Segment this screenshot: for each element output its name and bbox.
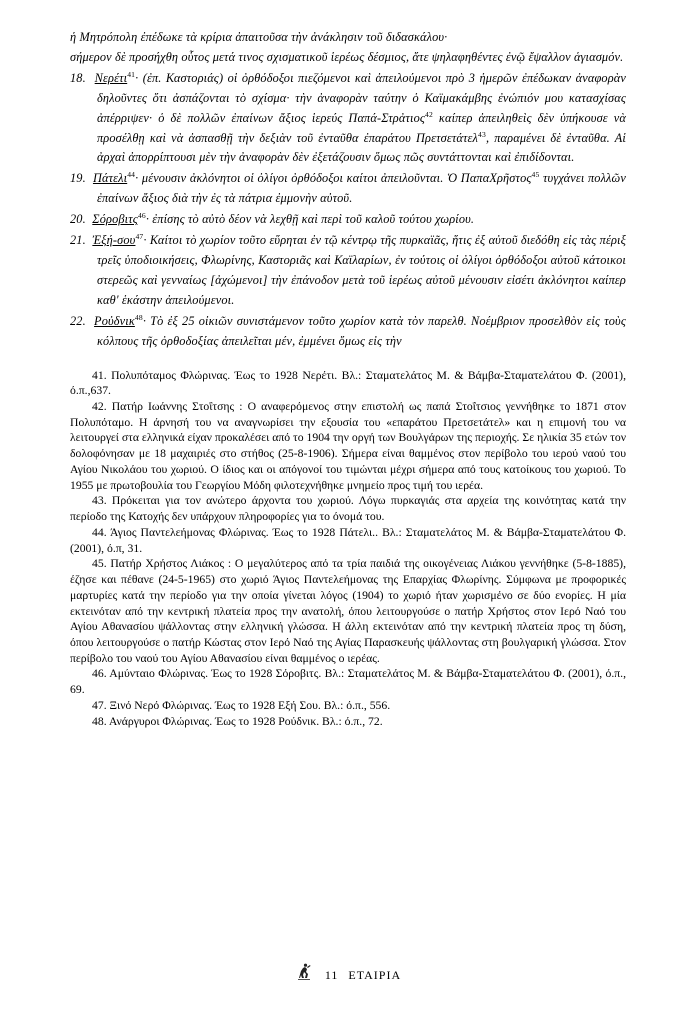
item-text-cont: τυγχάνει πολλῶν ἐπαίνων ἄξιος διὰ τὴν ἐς τὰ πάτρια ἐμμονὴν αὐτοῦ.: [97, 171, 626, 206]
item-heading: Νερέτι: [94, 70, 128, 85]
list-item: [70, 69, 626, 169]
footnote-ref: 42: [425, 109, 433, 119]
footnote-ref: 43: [478, 129, 486, 139]
item-number: 20.: [70, 212, 86, 227]
item-text-cont2: , παραμένει δὲ ἐνταῦθα. Αἱ ἀρχαὶ ἀπορρίπτουσι μὲν τὴν ἀναφορὰν δὲν ἐξετάζουσιν ὅμως πῶς συντάττονται καὶ ἐπιδίδονται.: [97, 130, 626, 165]
item-text: · Καίτοι τὸ χωρίον τοῦτο εὕρηται ἐν τῷ κέντρῳ τῆς πυρκαϊᾶς, ἥτις ἐξ αὐτοῦ διεδόθη εἰς τὰς πέριξ τρεῖς ὑποδιοικήσεις, Φλωρίνης, Καστοριᾶς καὶ Καϊλαρίων, ἐν τούτοις οἱ ὀλίγοι ὀρθόδοξοι αὐτοῦ κάτοικοι στερεῶς καὶ γενναίως [ἀχώμενοι] τὴν ἐπάνοδον μετὰ τοῦ ἱερέως αὐτοῦ μένουσιν εἰσέτι ἀκλόνητοι καίπερ καθ' ἑκάστην ἀπειλούμενοι.: [97, 233, 626, 307]
footnote: 46. Αμύνταιο Φλώρινας. Έως το 1928 Σόροβιτς. Βλ.: Σταματελάτος Μ. & Βάμβα-Σταματελάτου Φ. (2001), ό.π., 69.: [70, 667, 626, 697]
footnote: 48. Ανάργυροι Φλώρινας. Έως το 1928 Ρούδνικ. Βλ.: ό.π., 72.: [92, 714, 383, 728]
item-number: 21.: [70, 233, 86, 248]
paragraph-intro-1: ἡ Μητρόπολη ἐπέδωκε τὰ κρίρια ἀπαιτοῦσα τὴν ἀνάκλησιν τοῦ διδασκάλου·: [70, 30, 448, 44]
item-heading: Πάτελι: [92, 171, 128, 186]
footnote: 42. Πατήρ Ιωάννης Στοΐτσης : Ο αναφερόμενος στην επιστολή ως παπά Στοΐτσιος γεννήθηκε το 1871 στον Πολυπόταμο. Η άρνησή του να αναγνωρίσει την εξουσία του «επαράτου Πρετσετάτελ» και η επιμονή του να λειτουργεί στα ελληνικά είχαν προκαλέσει από το 1904 την οργή των Βουλγάρων της περιοχής. Σε ηλικία 35 ετών τον δολοφόνησαν με 18 μαχαιριές στο στήθος (25-8-1906). Σήμερα είναι θαμμένος στον περίβολο του ιερού ναού του Αγίου Νικολάου του χωριού. Ο ίδιος και οι απόγονοί του τιμώνται μέχρι σήμερα από τους κατοίκους του χωριού. Το 1955 με πρωτοβουλία του Γεωργίου Μόδη φιλοτεχνήθηκε μνημείο προς τιμή του ιερέα.: [70, 399, 626, 492]
list-item: [70, 210, 626, 230]
main-text-body: [70, 28, 626, 352]
list-item: [70, 312, 626, 352]
item-number: 18.: [70, 70, 86, 85]
footnote-ref: 45: [531, 170, 540, 180]
rider-emblem-icon: [295, 962, 313, 986]
footnote: 45. Πατήρ Χρήστος Λιάκος : Ο μεγαλύτερος από τα τρία παιδιά της οικογένειας Λιάκου γεννήθηκε (5-8-1885), έζησε και πέθανε (24-5-1965) στο χωριό Άγιος Παντελεήμονας της Επαρχίας Φλωρίνης. Σύμφωνα με προφορικές μαρτυρίες κατά την περίοδο για την οποία γίνεται λόγος (1904) το χωριό ήταν χωρισμένο σε δύο ενορίες. Η μία εκτεινόταν από την κεντρική πλατεία προς την ανατολή, όπου λειτουργούσε ο πατήρ Χρήστος στον Ιερό Ναό του Αγίου Αθανασίου ψάλλοντας στην ελληνική γλώσσα. Η άλλη εκτεινόταν από την κεντρική πλατεία προς τη δύση, όπου λειτουργούσε ο πατήρ Κώστας στον Ιερό Ναό της Αγίας Παρασκευής ψάλλοντας στη βουλγαρική γλώσσα. Στον περίβολο του ναού του Αγίου Αθανασίου είναι θαμμένος ο ιερέας.: [70, 557, 626, 665]
paragraph-intro-2: σήμερον δὲ προσήχθη οὗτος μετά τινος σχισματικοῦ ἱερέως δέσμιος, ἅτε ψηλαφηθέντες ἐνῷ ἔψαλλον ἁγιασμόν.: [70, 50, 624, 65]
footer-label: ΕΤΑΙΡΙΑ: [348, 968, 402, 982]
item-text-cont: καίπερ ἀπειληθεὶς δὲν ὑπήκουσε νὰ προσέλθῃ καὶ νὰ ἀσπασθῇ τὴν δεξιὰν τοῦ ἐνταῦθα ἐπαράτου Πρετσετάτελ: [97, 110, 626, 145]
list-item: [70, 231, 626, 311]
item-number: 22.: [70, 313, 86, 328]
item-number: 19.: [70, 171, 86, 186]
footnote: 44. Άγιος Παντελεήμονας Φλώρινας. Έως το 1928 Πάτελι.. Βλ.: Σταματελάτος Μ. & Βάμβα-Σταματελάτου Φ. (2001), ό.π, 31.: [70, 525, 626, 555]
footnote: 43. Πρόκειται για τον ανώτερο άρχοντα του χωριού. Λόγω πυρκαγιάς στα αρχεία της κοινότητας κατά την περίοδο της Κατοχής δεν υπάρχουν πληροφορίες για το όνομά του.: [70, 494, 626, 524]
footnote-ref: 48: [134, 312, 143, 322]
footnote-ref: 46: [137, 211, 146, 221]
item-heading: Ροὐδνικ: [94, 313, 135, 328]
footnote-ref: 47: [135, 231, 144, 241]
page-footer: [0, 962, 696, 986]
footnotes-section: [70, 368, 626, 730]
item-text: · ἐπίσης τὸ αὐτὸ δέον νὰ λεχθῇ καὶ περὶ τοῦ καλοῦ τούτου χωρίου.: [145, 212, 475, 227]
item-text: · (ἐπ. Καστοριάς) οἱ ὀρθόδοξοι πιεζόμενοι καὶ ἀπειλούμενοι πρὸ 3 ἡμερῶν ἐπέδωκαν ἀναφορὰν δηλοῦντες ὅτι ἀσπάζονται τὸ σχίσμα· τὴν ἀναφορὰν ταύτην ὁ Καϊμακάμβης ἐνώπιόν μου κατασχίσας ἀπέρριψεν· ὁ δὲ πολλῶν ἐπαίνων ἄξιος ἱερεύς Παπά-Στρἀτιος: [97, 70, 626, 125]
item-heading: Ἐξή-σου: [92, 233, 136, 248]
footnote-ref: 44: [127, 170, 136, 180]
item-text: · Τὸ ἐξ 25 οἰκιῶν συνιστάμενον τοῦτο χωρίον κατὰ τὸν παρελθ. Νοέμβριον προσελθὸν εἰς τοὺς κόλπους τῆς ὀρθοδοξίας ἀπειλεῖται μέν, ἐμμένει ὅμως εἰς τὴν: [97, 313, 626, 348]
footnote-ref: 41: [127, 69, 136, 79]
page-number: 11: [324, 968, 339, 982]
footnote: 47. Ξινό Νερό Φλώρινας. Έως το 1928 Εξή Σου. Βλ.: ό.π., 556.: [92, 698, 391, 712]
item-heading: Σόροβιτς: [92, 212, 138, 227]
footnote: 41. Πολυπόταμος Φλώρινας. Έως το 1928 Νερέτι. Βλ.: Σταματελάτος Μ. & Βάμβα-Σταματελάτου Φ. (2001), ό.π.,637.: [70, 368, 626, 398]
list-item: [70, 169, 626, 209]
item-text: · μένουσιν ἀκλόνητοι οἱ ὀλίγοι ὀρθόδοξοι καίτοι ἀπειλοῦνται. Ὁ ΠαπαΧρῆστος: [135, 171, 532, 186]
